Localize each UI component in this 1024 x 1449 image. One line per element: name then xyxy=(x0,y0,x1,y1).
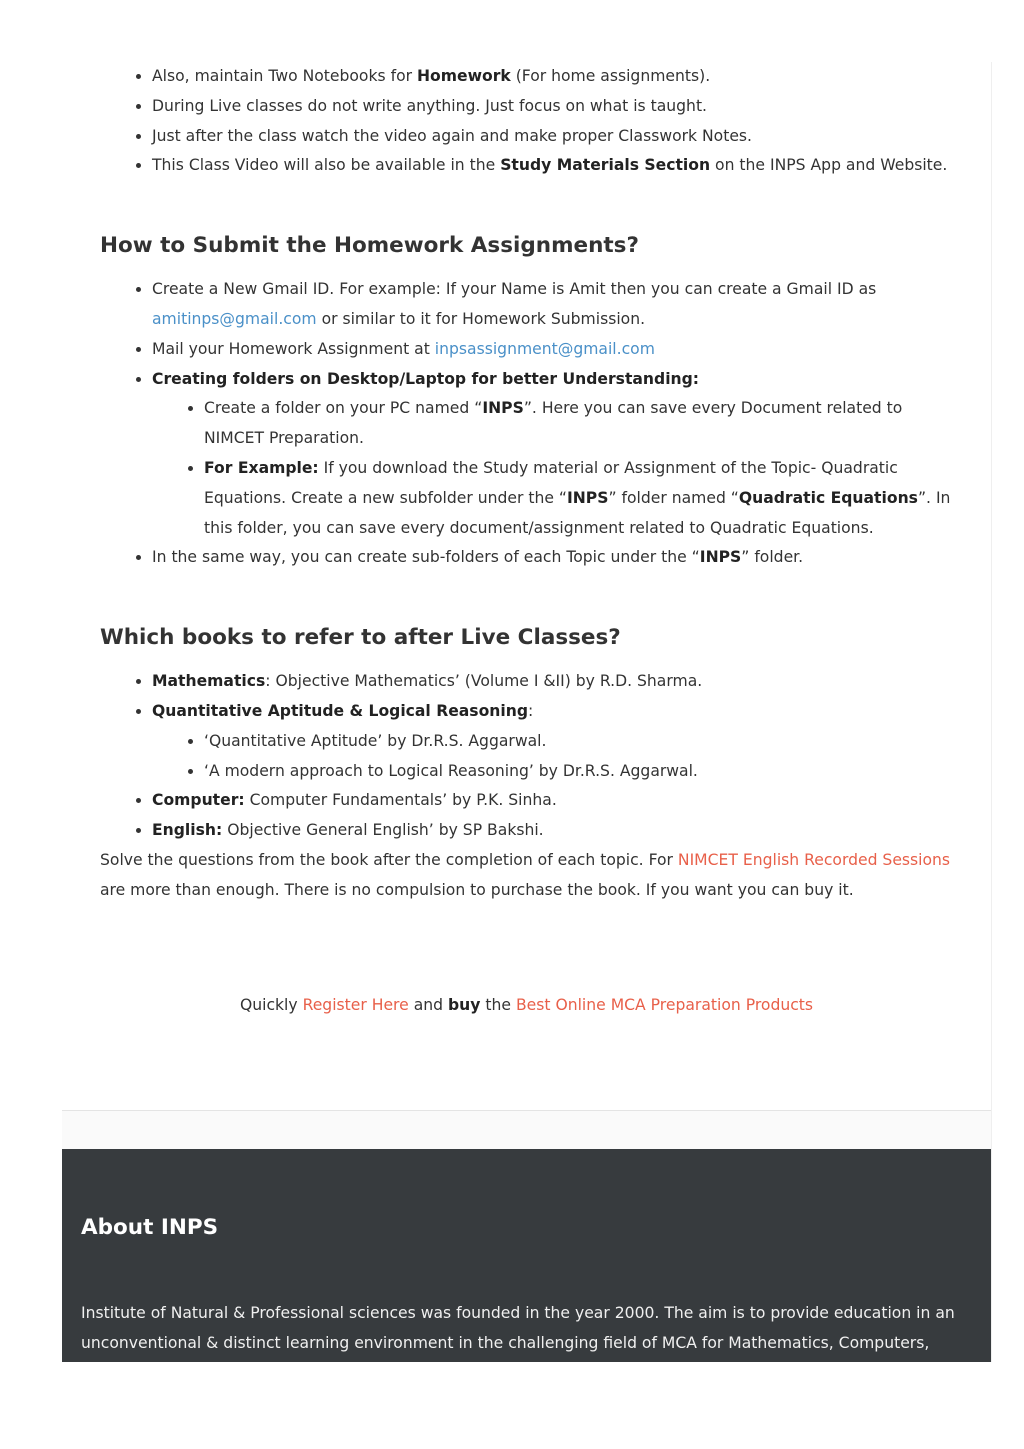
register-link[interactable]: Register Here xyxy=(302,996,409,1014)
text: ”. Here you can save every Document related to NIMCET Preparation. xyxy=(204,399,903,448)
list-item xyxy=(152,667,960,697)
sub-list-item: • ‘A modern approach to Logical Reasoning’ by Dr.R.S. Aggarwal. xyxy=(204,757,960,787)
books-list xyxy=(100,667,960,846)
article-content xyxy=(100,62,960,906)
text: : xyxy=(528,701,534,720)
bold-text: Mathematics xyxy=(152,672,266,691)
products-link[interactable]: Best Online MCA Preparation Products xyxy=(515,996,814,1014)
page-sheet xyxy=(62,62,992,1362)
cta-line xyxy=(62,990,991,1020)
list-item xyxy=(152,151,960,181)
list-item: • Just after the class watch the video again and make proper Classwork Notes. xyxy=(152,122,960,152)
text: Also, maintain Two Notebooks for xyxy=(152,67,417,85)
bold-text: For Example: xyxy=(204,458,319,477)
list-item xyxy=(152,786,960,816)
text: are more than enough. There is no compulsion to purchase the book. If you want you can buy it. xyxy=(100,880,854,899)
folder-sublist xyxy=(152,394,960,543)
text: Create a folder on your PC named “ xyxy=(204,399,483,418)
text: Objective General English’ by SP Bakshi. xyxy=(222,821,544,840)
bold-text: Creating folders on Desktop/Laptop for better Understanding: xyxy=(152,369,700,388)
text: (For home assignments). xyxy=(510,67,711,85)
bold-text: Homework xyxy=(416,67,511,85)
list-item xyxy=(152,365,960,544)
submit-list xyxy=(100,275,960,573)
text: Computer Fundamentals’ by P.K. Sinha. xyxy=(244,791,557,810)
bold-text: INPS xyxy=(699,548,742,567)
list-item xyxy=(152,62,960,92)
text: ” folder named “ xyxy=(608,488,739,507)
english-sessions-link[interactable]: NIMCET English Recorded Sessions xyxy=(677,850,951,869)
text: If you download the Study material or Assignment of the Topic- Quadratic Equations. Create a new subfolder under the “ xyxy=(204,458,898,507)
books-closing-paragraph xyxy=(100,846,960,906)
intro-list xyxy=(100,62,960,181)
text: This Class Video will also be available in the xyxy=(152,156,501,175)
list-item xyxy=(152,697,960,786)
bold-text: INPS xyxy=(482,399,524,418)
bold-text: Study Materials Section xyxy=(500,156,711,175)
footer-heading: About INPS xyxy=(81,1215,219,1240)
text: Solve the questions from the book after the completion of each topic. For xyxy=(100,850,678,869)
text: ” folder. xyxy=(741,548,804,567)
bold-text: Quantitative Aptitude & Logical Reasoning xyxy=(152,701,529,720)
example-email-link[interactable]: amitinps@gmail.com xyxy=(152,309,317,328)
sub-list-item xyxy=(204,394,960,454)
sub-list-item: • ‘Quantitative Aptitude’ by Dr.R.S. Aggarwal. xyxy=(204,727,960,757)
sub-list-item xyxy=(204,454,960,543)
text: on the INPS App and Website. xyxy=(710,156,948,175)
bold-text: buy xyxy=(448,996,481,1014)
section-heading-submit: How to Submit the Homework Assignments? xyxy=(100,233,639,259)
aptitude-sublist xyxy=(152,727,960,787)
bold-text: Quadratic Equations xyxy=(738,488,918,507)
assignment-email-link[interactable]: inpsassignment@gmail.com xyxy=(434,339,655,358)
list-item xyxy=(152,275,960,335)
text: and xyxy=(408,996,448,1014)
footer-about xyxy=(62,1149,991,1362)
footer-text: Institute of Natural & Professional sciences was founded in the year 2000. The aim is to provide education in an unconventional & distinct learning environment in the challenging field of MCA for Mathematics, Computers, xyxy=(81,1304,955,1352)
bold-text: English: xyxy=(152,821,223,840)
text: ”. In this folder, you can save every document/assignment related to Quadratic Equations. xyxy=(204,488,951,537)
list-item xyxy=(152,816,960,846)
divider-band xyxy=(62,1110,991,1149)
text: or similar to it for Homework Submission. xyxy=(316,309,646,328)
text: the xyxy=(480,996,516,1014)
list-item xyxy=(152,543,960,573)
list-item xyxy=(152,335,960,365)
text: Create a New Gmail ID. For example: If your Name is Amit then you can create a Gmail ID as xyxy=(152,280,877,299)
list-item: • During Live classes do not write anything. Just focus on what is taught. xyxy=(152,92,960,122)
bold-text: Computer: xyxy=(152,791,245,810)
bold-text: INPS xyxy=(566,488,609,507)
text: Mail your Homework Assignment at xyxy=(152,339,435,358)
text: In the same way, you can create sub-folders of each Topic under the “ xyxy=(152,548,700,567)
text: Quickly xyxy=(239,996,303,1014)
section-heading-books: Which books to refer to after Live Classes? xyxy=(100,625,621,651)
text: : Objective Mathematics’ (Volume I &II) by R.D. Sharma. xyxy=(265,672,703,691)
